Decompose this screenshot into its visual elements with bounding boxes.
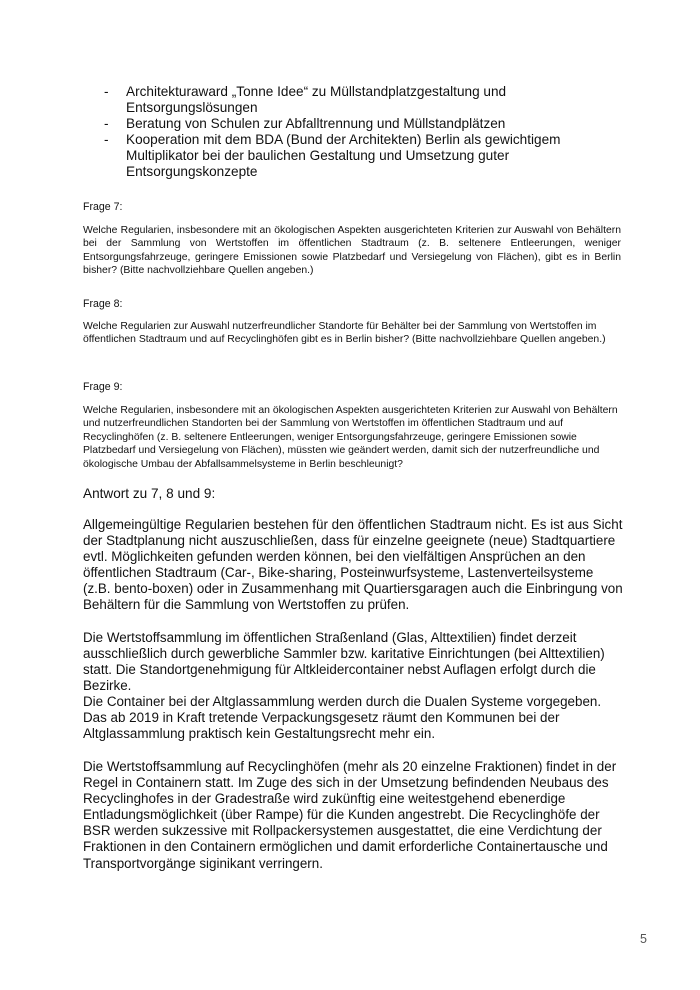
bullet-text: Architekturaward „Tonne Idee“ zu Müllstandplatzgestaltung und Entsorgungslösungen: [126, 84, 507, 115]
question-9-text: Welche Regularien, insbesondere mit an ökologischen Aspekten ausgerichteten Kriterien zur Auswahl von Behältern und nutzerfreundlichen Standorten bei der Sammlung von Wertstoffen im öffentlichen Stadtraum und auf Recyclinghöfen (z. B. seltenere Entleerungen, weniger Entsorgungsfahrzeuge, geringere Emissionen sowie Platzbedarf und Versiegelung von Flächen), müssten wie geändert werden, damit sich der nutzerfreundliche und ökologische Umbau der Abfallsammelsysteme in Berlin beschleunigt?: [83, 405, 618, 470]
list-item: [104, 84, 604, 116]
bullet-dash: -: [104, 116, 109, 131]
answer-paragraph-3: Die Container bei der Altglassammlung werden durch die Dualen Systeme vorgegeben. Das ab 2019 in Kraft tretende Verpackungsgesetz räumt den Kommunen bei der Altglassammlung praktisch kein Gestaltungsrecht mehr ein.: [83, 694, 602, 742]
question-7-label: Frage 7:: [83, 201, 123, 213]
list-item: [104, 116, 604, 132]
list-item: [104, 132, 604, 180]
answer-paragraph-2: Die Wertstoffsammlung im öffentlichen Straßenland (Glas, Alttextilien) findet derzeit ausschließlich durch gewerbliche Sammler bzw. karitative Einrichtungen (bei Alttextilien) statt. Die Standortgenehmigung für Altkleidercontainer nebst Auflagen erfolgt durch die Bezirke.: [83, 630, 605, 694]
question-9-label: Frage 9:: [83, 381, 123, 393]
bullet-text: Beratung von Schulen zur Abfalltrennung und Müllstandplätzen: [126, 116, 506, 131]
question-7-text: Welche Regularien, insbesondere mit an ökologischen Aspekten ausgerichteten Kriterien zur Auswahl von Behältern bei der Sammlung von Wertstoffen im öffentlichen Stadtraum (z. B. seltenere Entleerungen, weniger Entsorgungsfahrzeuge, geringere Emissionen sowie Platzbedarf und Versiegelung von Flächen), gibt es in Berlin bisher? (Bitte nachvollziehbare Quellen angeben.): [83, 225, 621, 277]
answer-paragraph-1: Allgemeingültige Regularien bestehen für den öffentlichen Stadtraum nicht. Es ist aus Sicht der Stadtplanung nicht auszuschließen, dass für einzelne geeignete (neue) Stadtquartiere evtl. Möglichkeiten gefunden werden können, bei den vielfältigen Ansprüchen an den öffentlichen Stadtraum (Car-, Bike-sharing, Posteinwurfsysteme, Lastenverteilsysteme (z.B. bento-boxen) oder in Zusammenhang mit Quartiersgaragen auch die Einbringung von Behältern für die Sammlung von Wertstoffen zu prüfen.: [83, 517, 623, 613]
bullet-text: Kooperation mit dem BDA (Bund der Architekten) Berlin als gewichtigem Multiplikator bei der baulichen Gestaltung und Umsetzung guter Entsorgungskonzepte: [126, 132, 561, 179]
answer-paragraph-4: Die Wertstoffsammlung auf Recyclinghöfen (mehr als 20 einzelne Fraktionen) findet in der Regel in Containern statt. Im Zuge des sich in der Umsetzung befindenden Neubaus des Recyclinghofes in der Gradestraße wird zukünftig eine weitestgehend ebenerdige Entladungsmöglichkeit (über Rampe) für die Kunden angestrebt. Die Recyclinghöfe der BSR werden sukzessive mit Rollpackersystemen ausgestattet, die eine Verdichtung der Fraktionen in den Containern ermöglichen und damit erforderliche Containertausche und Transportvorgänge siginikant verringern.: [83, 759, 617, 871]
question-8-text: Welche Regularien zur Auswahl nutzerfreundlicher Standorte für Behälter bei der Sammlung von Wertstoffen im öffentlichen Stadtraum und auf Recyclinghöfen gibt es in Berlin bisher? (Bitte nachvollziehbare Quellen angeben.): [83, 321, 606, 346]
bullet-dash: -: [104, 132, 109, 147]
page-number: 5: [640, 932, 647, 946]
bullet-dash: -: [104, 84, 109, 99]
bullet-list: [104, 84, 604, 180]
answer-heading: Antwort zu 7, 8 und 9:: [83, 486, 216, 501]
question-8-label: Frage 8:: [83, 298, 123, 310]
